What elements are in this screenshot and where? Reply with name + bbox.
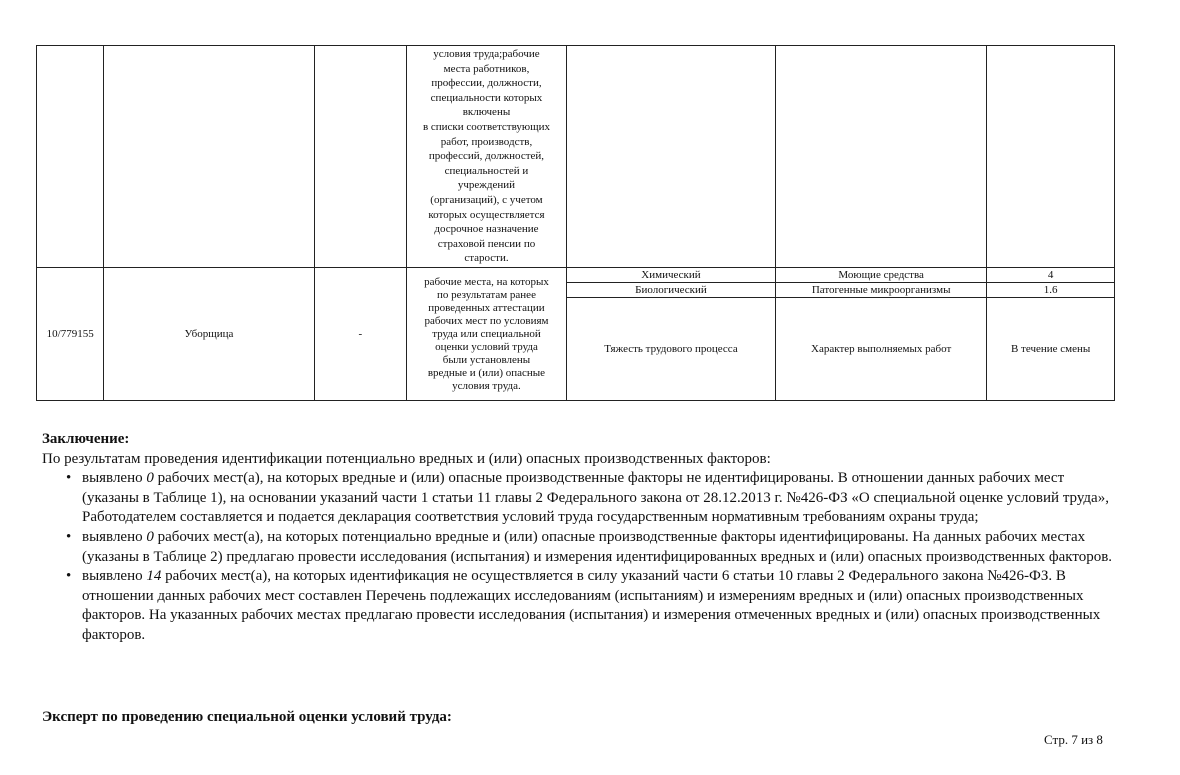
cell-value: 4 — [987, 268, 1115, 283]
cell-code — [37, 46, 104, 268]
cell-position: Уборщица — [104, 268, 314, 401]
basis-line: старости. — [464, 252, 509, 265]
expert-label: Эксперт по проведению специальной оценки условий труда: — [42, 709, 452, 725]
cell-value — [987, 46, 1115, 268]
basis-line: специальности которых — [430, 91, 543, 104]
table-row — [37, 268, 1115, 283]
cell-factor-group — [566, 46, 775, 268]
basis-line: в списки соответствующих — [422, 121, 550, 134]
conclusion-item: • выявлено 0 рабочих мест(а), на которых потенциально вредные и (или) опасные производственные факторы идентифицированы. На данных рабочих местах (указаны в Таблице 2) предлагаю провести исследования (испытания) и измерения идентифицированных вредных и (или) опасных производственных факторов. — [66, 528, 1113, 565]
bullet-icon: • — [66, 528, 72, 545]
cell-value: В течение смены — [987, 298, 1115, 401]
basis-line: рабочие места, на которых — [424, 275, 549, 288]
cell-factor: Патогенные микроорганизмы — [776, 283, 987, 298]
bullet-icon: • — [66, 470, 72, 487]
basis-line: рабочих мест по условиям — [424, 314, 549, 327]
table-row-continued — [37, 46, 1115, 268]
basis-line: профессий, должностей, — [428, 150, 545, 163]
bullet-icon: • — [66, 568, 72, 585]
cell-factor-group: Тяжесть трудового процесса — [566, 298, 775, 401]
basis-line: были установлены — [442, 353, 531, 366]
basis-line: проведенных аттестации — [428, 301, 545, 314]
conclusion-intro: По результатам проведения идентификации потенциально вредных и (или) опасных производственных факторов: — [42, 450, 771, 467]
basis-line: условия труда;рабочие — [433, 48, 540, 61]
conclusion-heading: Заключение: — [42, 431, 130, 447]
cell-basis — [407, 46, 567, 268]
basis-line: (организаций), с учетом — [430, 193, 543, 206]
cell-count: - — [314, 268, 407, 401]
basis-line: условия труда. — [452, 379, 521, 392]
count-value: 0 — [146, 470, 154, 487]
count-value: 0 — [146, 528, 154, 545]
cell-factor — [776, 46, 987, 268]
basis-line: работ, производств, — [440, 135, 533, 148]
basis-line: места работников, — [443, 62, 530, 75]
cell-position — [104, 46, 314, 268]
basis-line: учреждений — [457, 179, 516, 192]
conclusion-item: • выявлено 0 рабочих мест(а), на которых вредные и (или) опасные производственные факторы не идентифицированы. В отношении данных рабочих мест (указаны в Таблице 1), на основании указаний части 1 статьи 11 главы 2 Федерального закона от 28.12.2013 г. №426-ФЗ «О специальной оценке условий труда», Работодателем составляется и подается декларация соответствия условий труда государственным нормативным требованиям охраны труда; — [66, 470, 1109, 526]
cell-factor-group: Биологический — [566, 283, 775, 298]
basis-line: профессии, должности, — [431, 77, 542, 90]
basis-line: специальностей и — [444, 164, 529, 177]
cell-count — [314, 46, 407, 268]
count-value: 14 — [146, 568, 162, 585]
cell-factor: Моющие средства — [776, 268, 987, 283]
basis-line: страховой пенсии по — [437, 237, 536, 250]
workplace-table — [36, 45, 1115, 401]
cell-code: 10/779155 — [37, 268, 104, 401]
basis-line: оценки условий труда — [435, 340, 538, 353]
conclusion-list — [42, 469, 1122, 645]
conclusion-section — [42, 430, 1122, 646]
basis-line: труда или специальной — [432, 327, 541, 340]
basis-line: включены — [462, 106, 511, 119]
basis-line: вредные и (или) опасные — [427, 366, 546, 379]
basis-line: по результатам ранее — [436, 288, 536, 301]
basis-line: которых осуществляется — [428, 208, 545, 221]
cell-value: 1.6 — [987, 283, 1115, 298]
page-number: Стр. 7 из 8 — [1044, 732, 1103, 747]
cell-factor: Характер выполняемых работ — [776, 298, 987, 401]
cell-basis — [407, 268, 567, 401]
basis-line: досрочное назначение — [434, 223, 539, 236]
cell-factor-group: Химический — [566, 268, 775, 283]
conclusion-item: • выявлено 14 рабочих мест(а), на которых идентификация не осуществляется в силу указаний части 6 статьи 10 главы 2 Федерального закона №426-ФЗ. В отношении данных рабочих мест составлен Перечень подлежащих исследованиям (испытаниям) и измерениям вредных и (или) опасных производственных факторов. На указанных рабочих местах предлагаю провести исследования (испытания) и измерения отмеченных вредных и (или) опасных производственных факторов. — [66, 568, 1101, 643]
